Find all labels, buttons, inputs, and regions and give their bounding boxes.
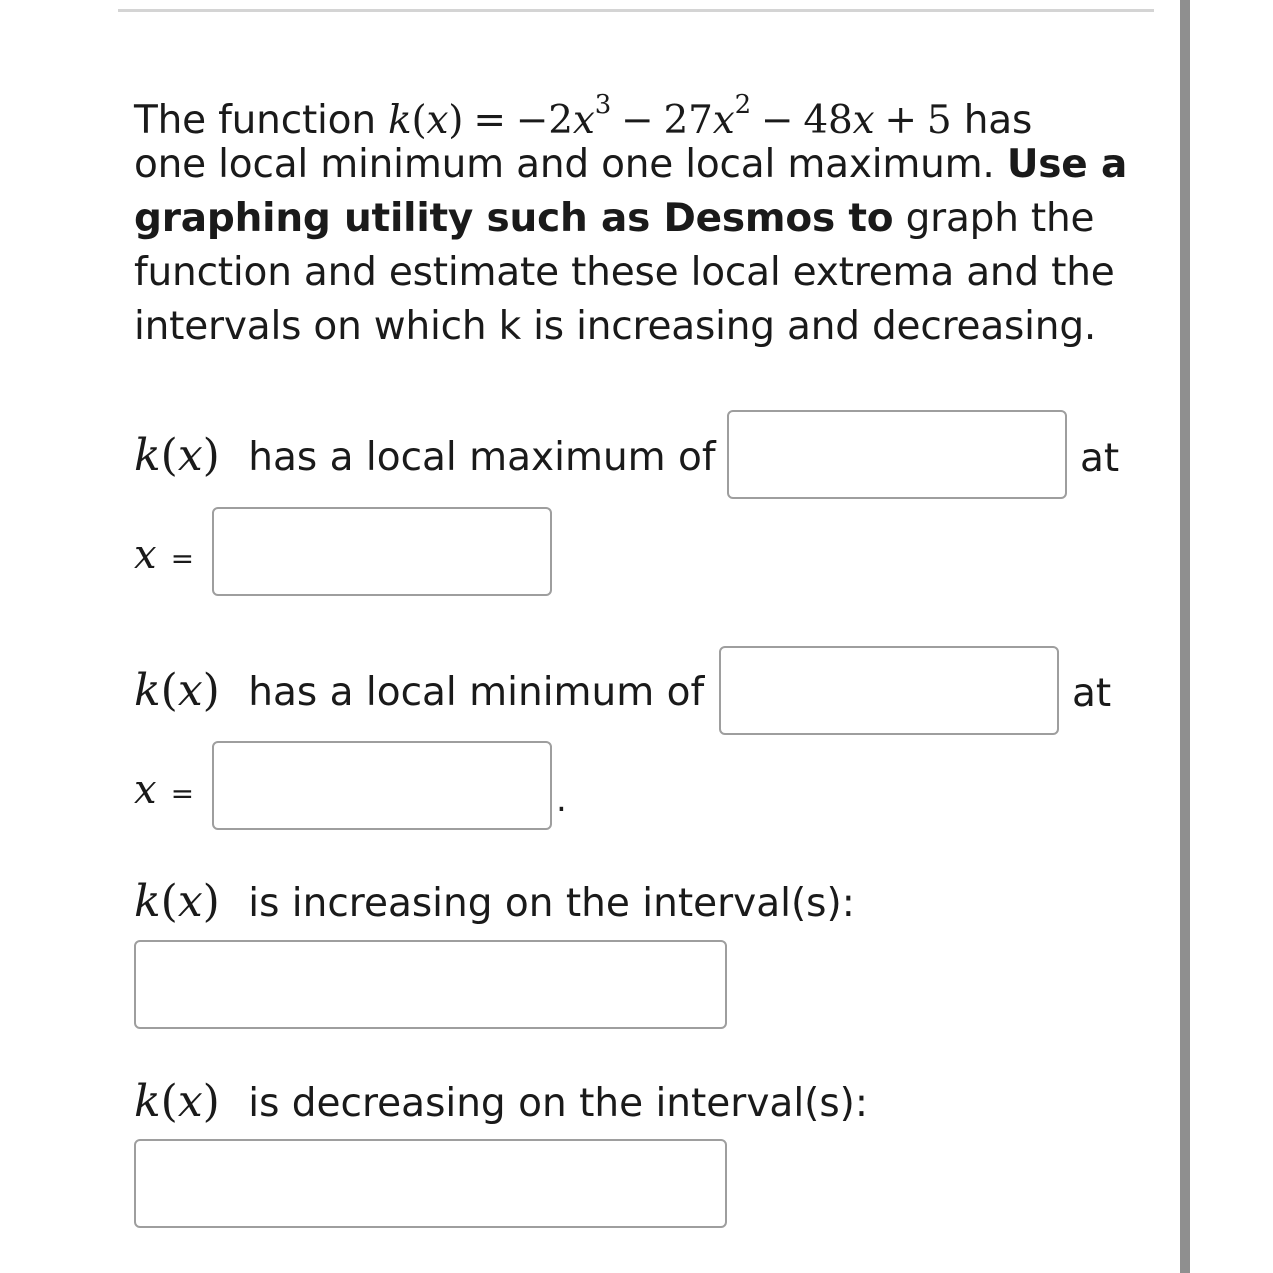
- min-question: k(x) has a local minimum of: [134, 665, 705, 716]
- max-question: k(x) has a local maximum of: [134, 430, 716, 481]
- min-x-input[interactable]: [212, 741, 552, 830]
- max-value-input[interactable]: [727, 410, 1067, 499]
- increasing-interval-input[interactable]: [134, 940, 727, 1029]
- prompt-line-5: intervals on which k is increasing and decreasing.: [134, 304, 1097, 349]
- max-x-label: x =: [134, 532, 195, 578]
- min-x-label: x =: [134, 767, 195, 813]
- prompt-line-3: graphing utility such as Desmos to graph the: [134, 196, 1095, 241]
- at-label-max: at: [1080, 436, 1120, 481]
- top-divider: [118, 9, 1154, 12]
- decreasing-question: k(x) is decreasing on the interval(s):: [134, 1076, 869, 1127]
- k-of-x: k(x): [134, 665, 220, 716]
- decreasing-interval-input[interactable]: [134, 1139, 727, 1228]
- prompt-line-1: The function $k(x) = -2x^3 - 27x^2 - 48x + 5$ has: [134, 90, 1033, 143]
- k-of-x: k(x): [134, 430, 220, 481]
- min-value-input[interactable]: [719, 646, 1059, 735]
- max-x-input[interactable]: [212, 507, 552, 596]
- prompt-line-2: one local minimum and one local maximum. Use a: [134, 142, 1128, 187]
- prompt-line-4: function and estimate these local extrema and the: [134, 250, 1115, 295]
- increasing-question: k(x) is increasing on the interval(s):: [134, 876, 855, 927]
- period: .: [556, 780, 567, 820]
- at-label-min: at: [1072, 671, 1112, 716]
- k-of-x: k(x): [134, 876, 220, 927]
- scrollbar[interactable]: [1180, 0, 1190, 1273]
- problem-prompt: [134, 84, 1154, 354]
- k-of-x: k(x): [134, 1076, 220, 1127]
